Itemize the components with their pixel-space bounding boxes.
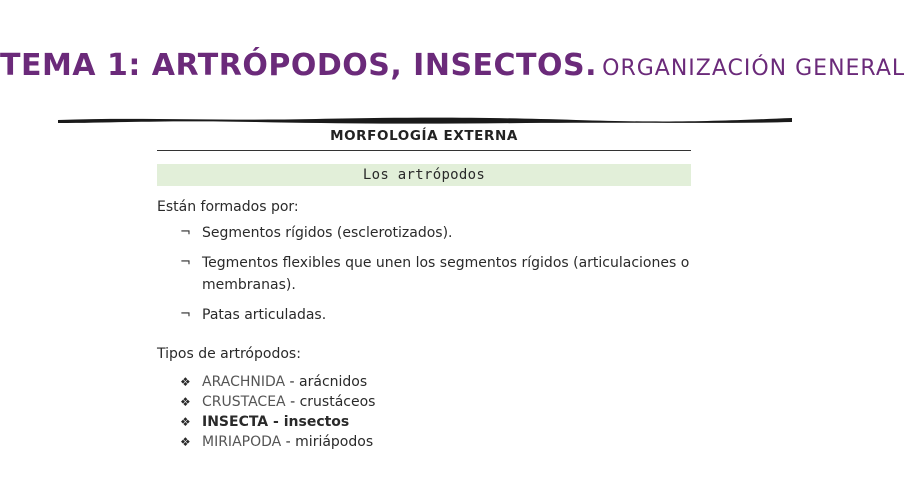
type-latin-name: MIRIAPODA <box>202 434 282 450</box>
segments-list <box>180 222 700 334</box>
type-common-name: arácnidos <box>299 374 368 390</box>
page-title <box>0 48 905 83</box>
list-item <box>180 432 700 452</box>
title-light-part: ORGANIZACIÓN GENERAL <box>602 56 905 81</box>
list-item <box>180 372 700 392</box>
type-separator: - <box>285 394 300 410</box>
title-bold-part: TEMA 1: ARTRÓPODOS, INSECTOS. <box>0 48 598 83</box>
segment-text: Tegmentos flexibles que unen los segmentos rígidos (articulaciones o membranas). <box>202 255 690 293</box>
not-sign-bullet-icon: ¬ <box>180 255 191 270</box>
diamond-bullet-icon: ❖ <box>180 395 191 409</box>
list-item <box>180 304 700 326</box>
list-item <box>180 412 700 432</box>
type-separator: - <box>285 374 300 390</box>
diamond-bullet-icon: ❖ <box>180 375 191 389</box>
types-list <box>180 372 700 452</box>
not-sign-bullet-icon: ¬ <box>180 225 191 240</box>
type-separator: - <box>268 414 284 430</box>
list-item <box>180 392 700 412</box>
subsection-banner: Los artrópodos <box>157 164 691 186</box>
type-latin-name: ARACHNIDA <box>202 374 286 390</box>
type-common-name: crustáceos <box>299 394 376 410</box>
type-common-name: insectos <box>283 414 350 430</box>
title-underline-stroke <box>56 112 794 126</box>
formed-intro: Están formados por: <box>157 199 299 215</box>
type-separator: - <box>281 434 296 450</box>
types-intro: Tipos de artrópodos: <box>157 346 301 362</box>
type-latin-name: CRUSTACEA <box>202 394 286 410</box>
not-sign-bullet-icon: ¬ <box>180 307 191 322</box>
type-latin-name: INSECTA <box>202 414 269 430</box>
segment-text: Patas articuladas. <box>202 307 327 323</box>
section-heading: MORFOLOGÍA EXTERNA <box>330 128 518 144</box>
list-item <box>180 252 700 296</box>
diamond-bullet-icon: ❖ <box>180 435 191 449</box>
type-common-name: miriápodos <box>295 434 374 450</box>
diamond-bullet-icon: ❖ <box>180 415 191 429</box>
list-item <box>180 222 700 244</box>
section-divider <box>157 150 691 151</box>
segment-text: Segmentos rígidos (esclerotizados). <box>202 225 453 241</box>
